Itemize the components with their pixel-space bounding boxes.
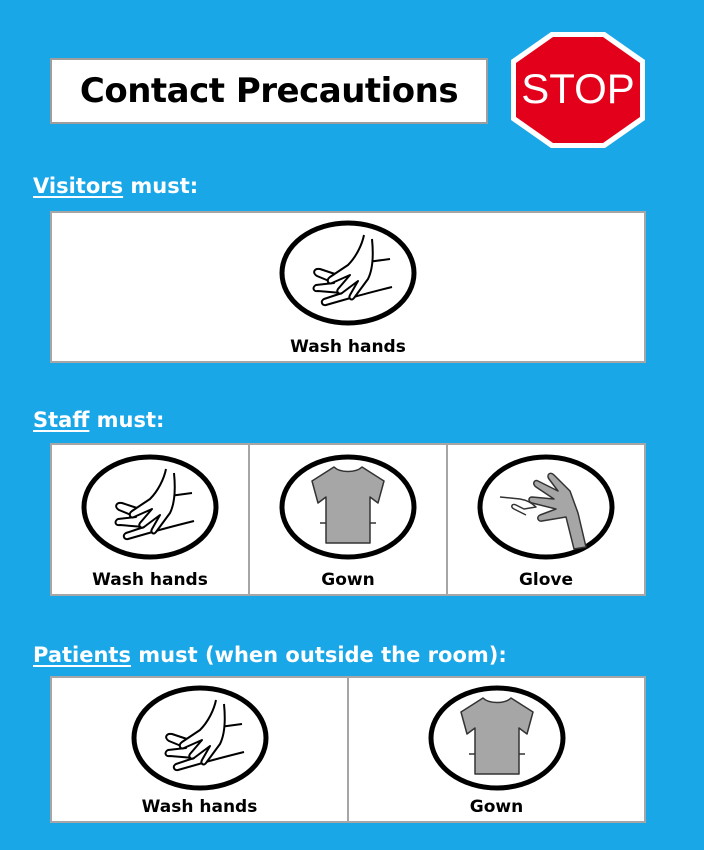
visitors-panel [50, 211, 646, 363]
staff-gown-card [250, 445, 446, 594]
glove-icon [466, 451, 626, 563]
staff-heading [33, 408, 164, 432]
visitors-wash-hands-caption: Wash hands [290, 337, 406, 357]
page-title: Contact Precautions [79, 71, 459, 111]
visitors-heading [33, 174, 198, 198]
stop-sign-label: STOP [521, 65, 635, 112]
staff-gown-caption: Gown [321, 570, 375, 590]
patients-heading-rest: must (when outside the room): [130, 643, 507, 667]
gown-icon [417, 682, 577, 794]
wash-hands-icon [268, 217, 428, 329]
patients-panel [50, 676, 646, 823]
staff-wash-hands-card [52, 445, 248, 594]
patients-gown-caption: Gown [469, 797, 524, 817]
stop-sign-icon [507, 30, 649, 150]
visitors-wash-hands-card [52, 213, 644, 361]
staff-panel [50, 443, 646, 596]
visitors-heading-rest: must: [123, 174, 199, 198]
staff-heading-underlined: Staff [33, 408, 90, 432]
staff-glove-caption: Glove [518, 570, 574, 590]
staff-heading-rest: must: [89, 408, 165, 432]
patients-wash-hands-caption: Wash hands [141, 797, 258, 817]
wash-hands-icon [70, 451, 230, 563]
gown-icon [268, 451, 428, 563]
patients-gown-card [349, 678, 644, 821]
patients-heading-underlined: Patients [33, 643, 131, 667]
staff-wash-hands-caption: Wash hands [92, 570, 208, 590]
title-box [50, 58, 488, 124]
visitors-heading-underlined: Visitors [33, 174, 124, 198]
patients-heading [33, 643, 507, 667]
patients-wash-hands-card [52, 678, 347, 821]
wash-hands-icon [120, 682, 280, 794]
staff-glove-card [448, 445, 644, 594]
